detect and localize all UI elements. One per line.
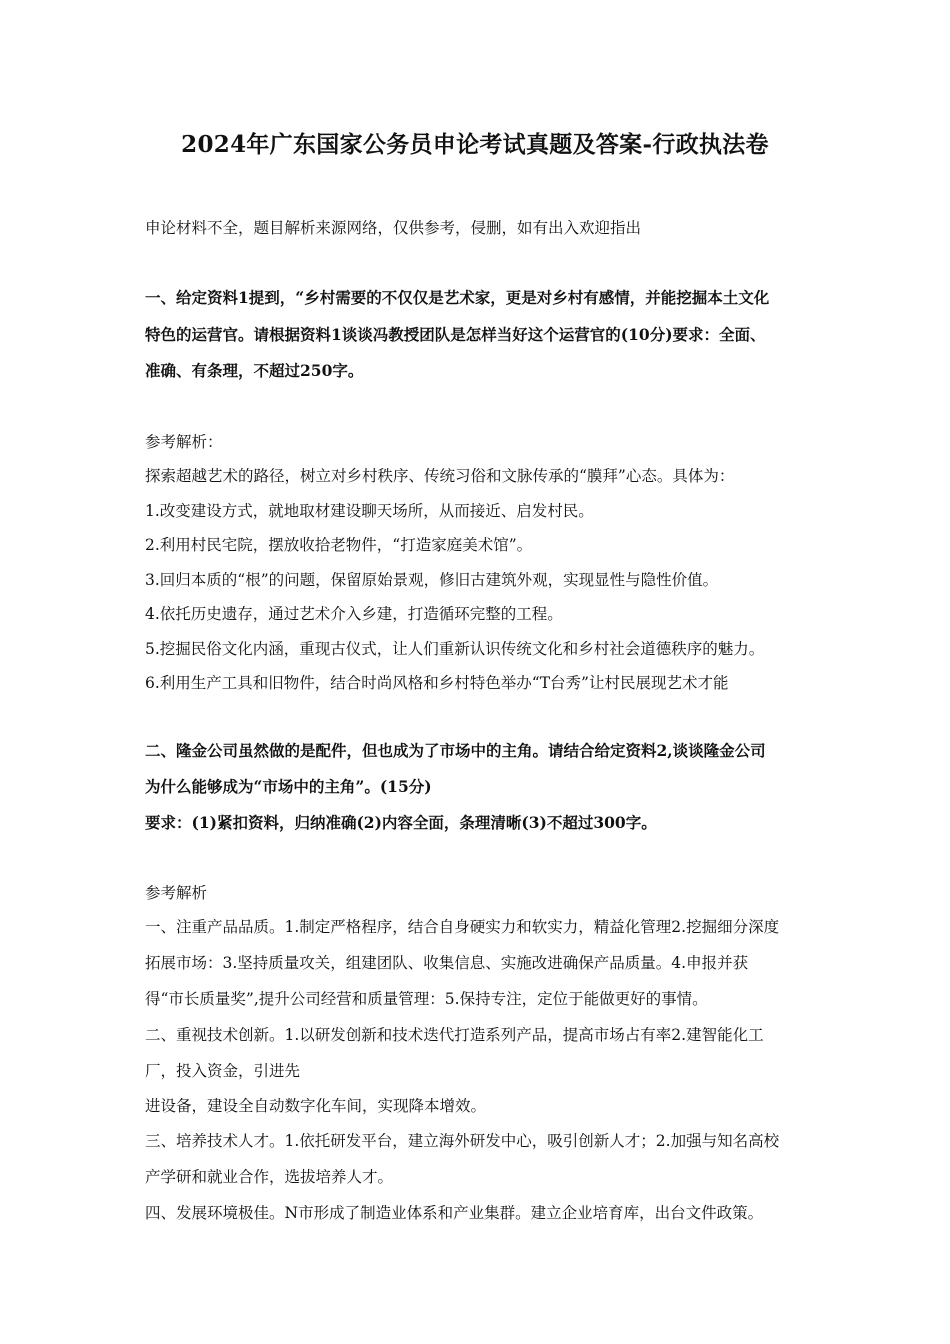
document-title: 2024年广东国家公务员申论考试真题及答案-行政执法卷	[181, 131, 769, 158]
answer-2-line: 产学研和就业合作，选拔培养人才。	[145, 1168, 394, 1186]
answer-2-line: 厂，投入资金，引进先	[145, 1062, 301, 1080]
answer-2-line: 拓展市场：3.坚持质量攻关，组建团队、收集信息、实施改进确保产品质量。4.申报并获	[145, 954, 749, 972]
answer-1-heading: 参考解析：	[145, 433, 223, 451]
answer-2-heading: 参考解析	[145, 884, 208, 902]
question-1-line: 准确、有条理，不超过250字。	[145, 361, 364, 380]
question-1-line: 一、给定资料1提到，“乡村需要的不仅仅是艺术家，更是对乡村有感情，并能挖掘本土文化	[145, 288, 770, 307]
answer-1-line: 3.回归本质的“根”的问题，保留原始景观，修旧古建筑外观，实现显性与隐性价值。	[145, 571, 719, 589]
question-1-line: 特色的运营官。请根据资料1谈谈冯教授团队是怎样当好这个运营官的(10分)要求：全面、	[145, 325, 766, 344]
answer-1-line: 2.利用村民宅院，摆放收拾老物件，“打造家庭美术馆”。	[145, 536, 533, 554]
answer-2-line: 一、注重产品品质。1.制定严格程序，结合自身硬实力和软实力，精益化管理2.挖掘细分深度	[145, 918, 780, 936]
answer-1-line: 4.依托历史遗存，通过艺术介入乡建，打造循环完整的工程。	[145, 605, 563, 623]
answer-2-line: 四、发展环境极佳。N市形成了制造业体系和产业集群。建立企业培育库，出台文件政策。	[145, 1204, 764, 1222]
answer-1-line: 1.改变建设方式，就地取材建设聊天场所，从而接近、启发村民。	[145, 502, 594, 520]
answer-1-line: 探索超越艺术的路径，树立对乡村秩序、传统习俗和文脉传承的“膜拜”心态。具体为：	[145, 467, 735, 485]
question-2-line: 为什么能够成为“市场中的主角”。(15分)	[145, 777, 432, 796]
disclaimer-text: 申论材料不全，题目解析来源网络，仅供参考，侵删，如有出入欢迎指出	[145, 219, 642, 237]
answer-2-line: 进设备，建设全自动数字化车间，实现降本增效。	[145, 1097, 487, 1115]
answer-1-line: 5.挖掘民俗文化内涵，重现古仪式，让人们重新认识传统文化和乡村社会道德秩序的魅力。	[145, 640, 765, 658]
answer-2-line: 得“市长质量奖”,提升公司经营和质量管理：5.保持专注，定位于能做更好的事情。	[145, 990, 708, 1008]
answer-1-line: 6.利用生产工具和旧物件，结合时尚风格和乡村特色举办“T台秀”让村民展现艺术才能	[145, 674, 729, 692]
answer-2-line: 三、培养技术人才。1.依托研发平台，建立海外研发中心，吸引创新人才；2.加强与知名高校	[145, 1132, 780, 1150]
question-2-line: 二、隆金公司虽然做的是配件，但也成为了市场中的主角。请结合给定资料2,谈谈隆金公司	[145, 741, 766, 760]
question-2-line: 要求：(1)紧扣资料，归纳准确(2)内容全面，条理清晰(3)不超过300字。	[145, 813, 657, 832]
answer-2-line: 二、重视技术创新。1.以研发创新和技术迭代打造系列产品，提高市场占有率2.建智能化工	[145, 1026, 764, 1044]
